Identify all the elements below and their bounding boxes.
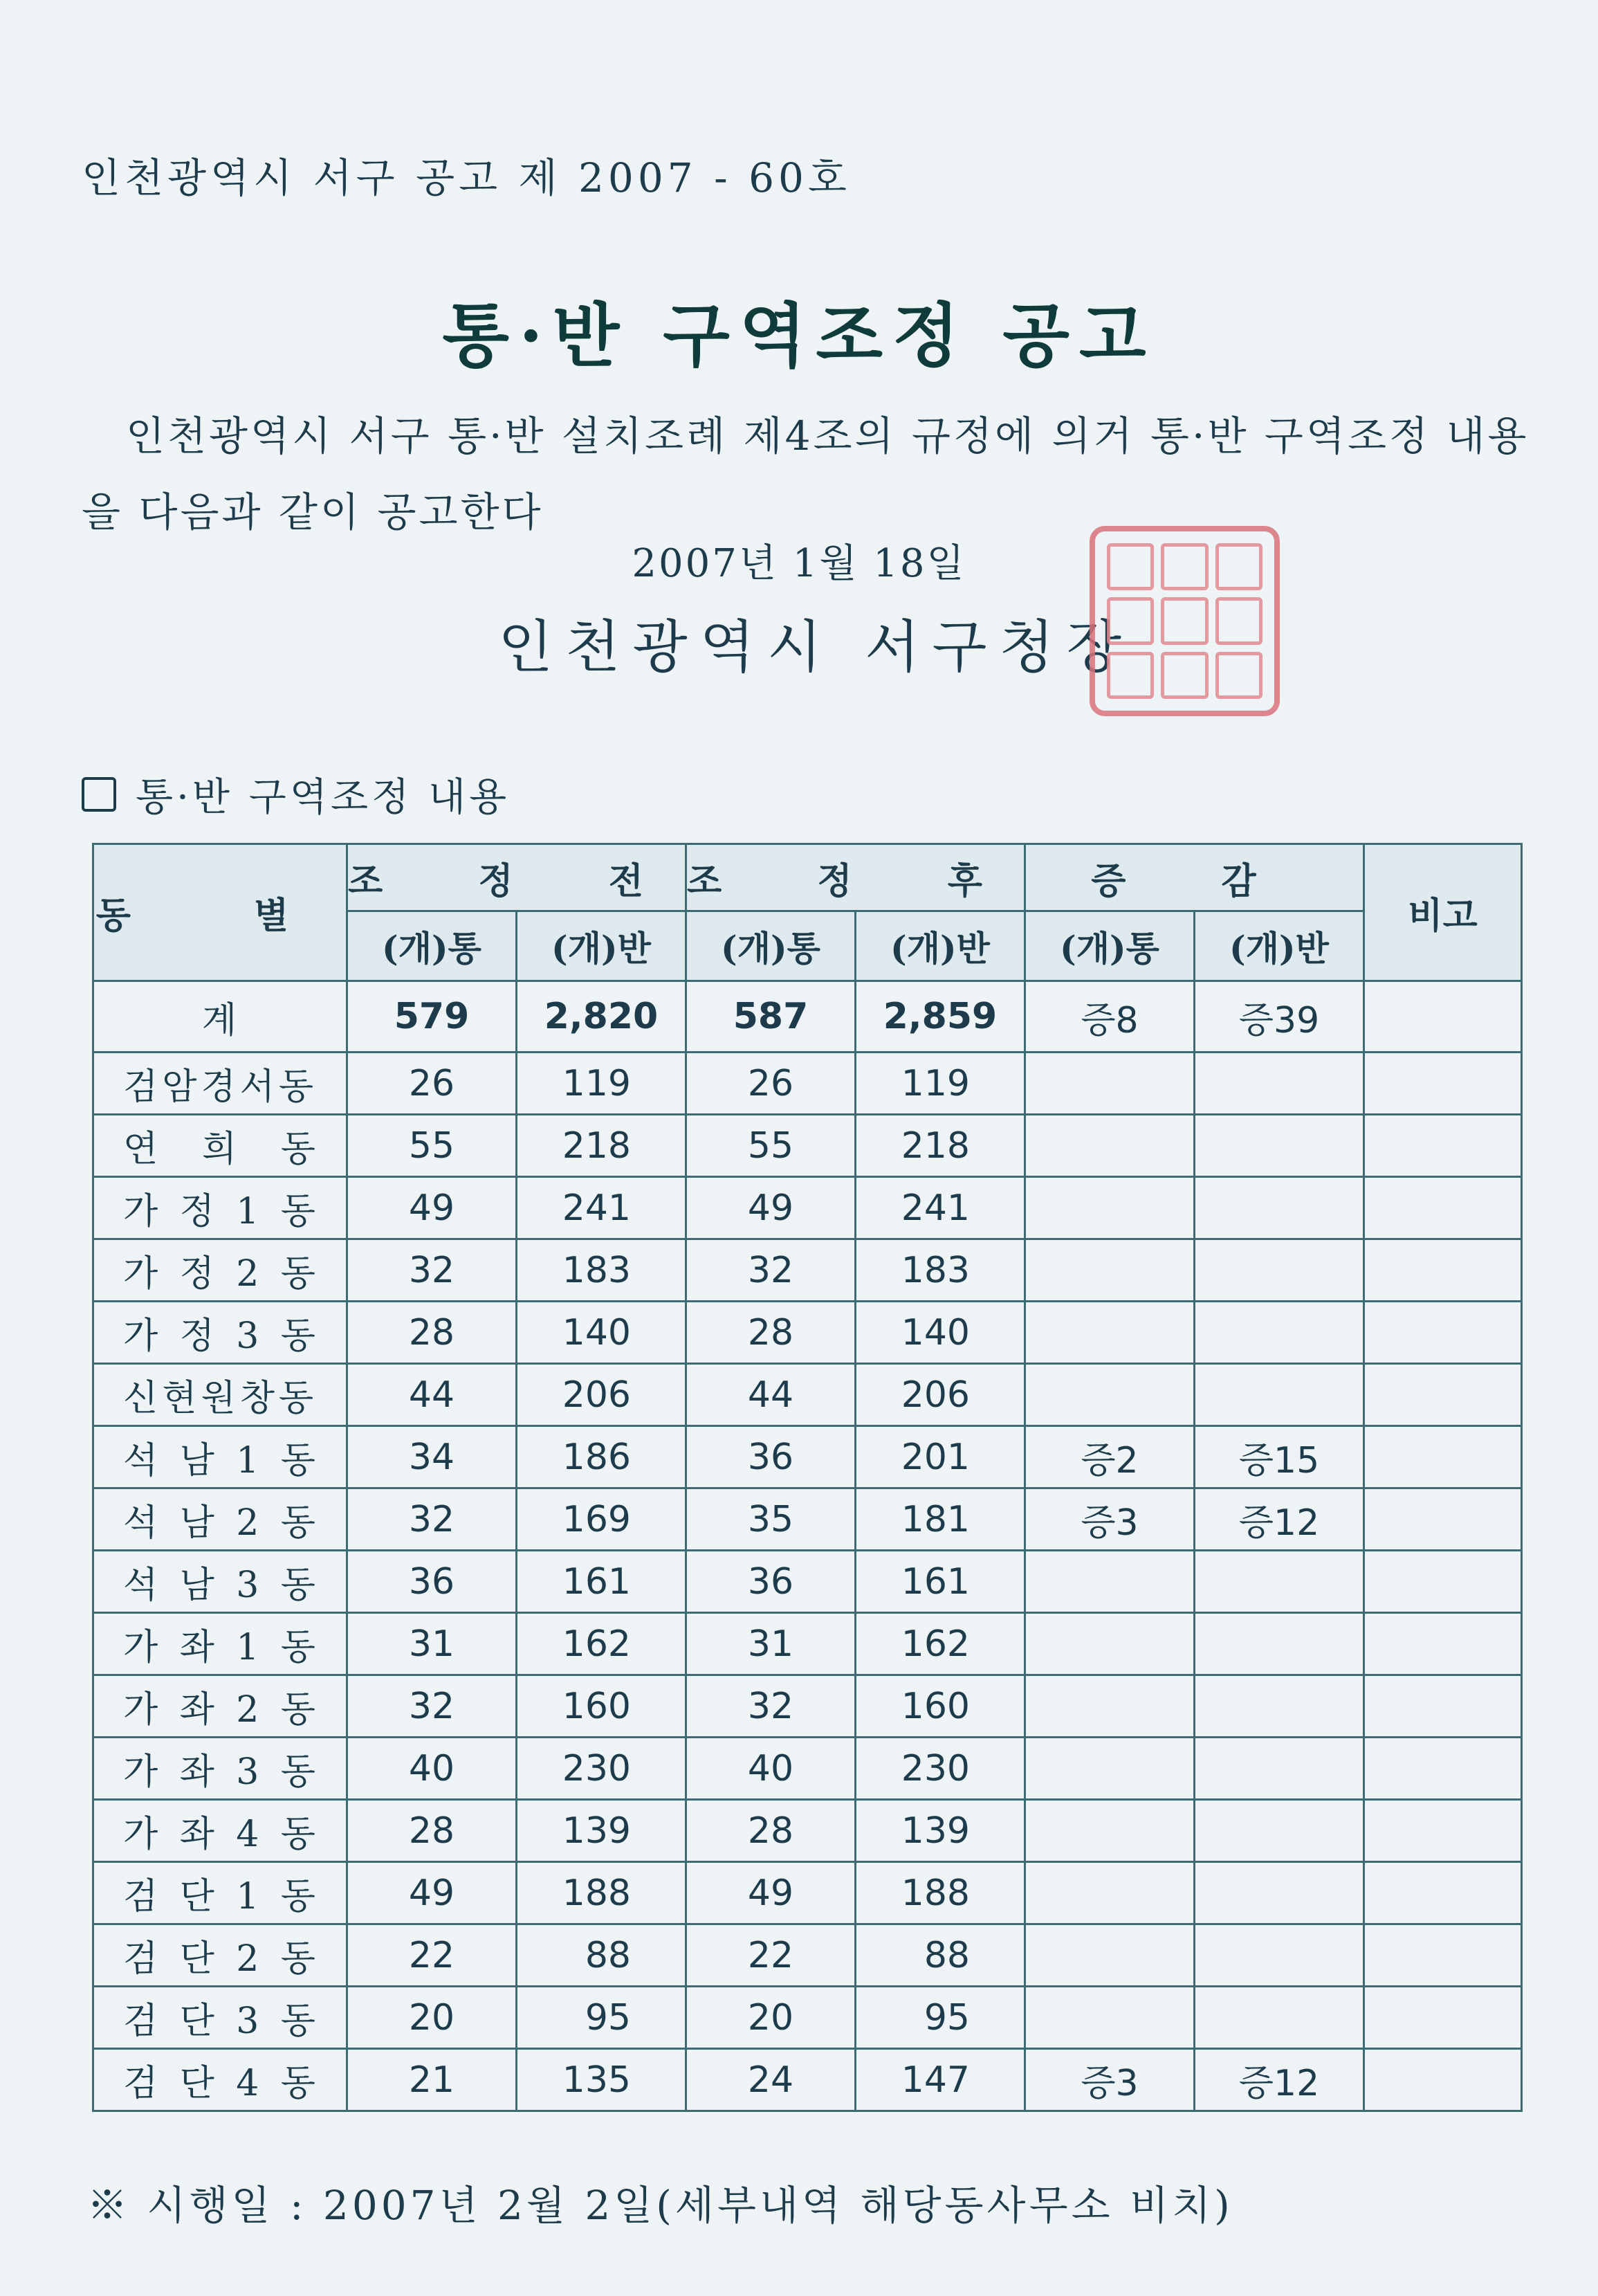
header-change-tong: (개)통 — [1025, 911, 1195, 981]
table-row — [93, 1488, 1522, 1551]
table-row — [93, 1302, 1522, 1364]
cell-change-ban — [1195, 1613, 1364, 1675]
page-title: 통·반 구역조정 공고 — [442, 295, 1156, 376]
table-row — [93, 1800, 1522, 1862]
cell-note — [1364, 1239, 1522, 1302]
cell-dong-name: 가 정 1 동 — [93, 1177, 347, 1239]
cell-after-ban: 88 — [856, 1924, 1025, 1987]
cell-before-tong: 44 — [347, 1364, 517, 1426]
total-after-tong: 587 — [686, 981, 856, 1053]
cell-before-ban: 186 — [517, 1426, 686, 1488]
adjustment-table — [92, 843, 1523, 2112]
cell-before-tong: 32 — [347, 1675, 517, 1738]
cell-after-ban: 181 — [856, 1488, 1025, 1551]
cell-before-tong: 36 — [347, 1551, 517, 1613]
cell-before-ban: 241 — [517, 1177, 686, 1239]
cell-before-ban: 119 — [517, 1053, 686, 1115]
cell-after-ban: 160 — [856, 1675, 1025, 1738]
cell-change-tong — [1025, 1800, 1195, 1862]
cell-before-tong: 28 — [347, 1302, 517, 1364]
header-note: 비고 — [1364, 844, 1522, 981]
header-dong: 동 별 — [93, 844, 347, 981]
cell-change-ban — [1195, 1053, 1364, 1115]
cell-after-tong: 20 — [686, 1987, 856, 2049]
cell-change-ban — [1195, 1177, 1364, 1239]
cell-change-tong — [1025, 1862, 1195, 1924]
cell-after-tong: 22 — [686, 1924, 856, 1987]
cell-dong-name: 신현원창동 — [93, 1364, 347, 1426]
cell-after-ban: 201 — [856, 1426, 1025, 1488]
header-after: 조 정 후 — [686, 844, 1025, 911]
cell-change-tong — [1025, 1364, 1195, 1426]
cell-dong-name: 가 좌 3 동 — [93, 1738, 347, 1800]
header-change: 증 감 — [1025, 844, 1364, 911]
cell-after-tong: 24 — [686, 2049, 856, 2111]
notice-date: 2007년 1월 18일 — [632, 541, 966, 586]
cell-after-tong: 35 — [686, 1488, 856, 1551]
cell-change-tong — [1025, 1177, 1195, 1239]
cell-change-tong — [1025, 1987, 1195, 2049]
cell-dong-name: 가 정 3 동 — [93, 1302, 347, 1364]
total-change-tong: 증8 — [1025, 981, 1195, 1053]
cell-note — [1364, 1488, 1522, 1551]
cell-after-tong: 55 — [686, 1115, 856, 1177]
cell-before-ban: 206 — [517, 1364, 686, 1426]
cell-after-ban: 218 — [856, 1115, 1025, 1177]
cell-before-tong: 49 — [347, 1177, 517, 1239]
cell-change-ban — [1195, 1675, 1364, 1738]
cell-before-tong: 22 — [347, 1924, 517, 1987]
cell-change-tong — [1025, 1115, 1195, 1177]
table-row — [93, 1675, 1522, 1738]
official-seal-icon — [1090, 526, 1280, 716]
footnote: ※ 시행일 : 2007년 2월 2일(세부내역 해당동사무소 비치) — [87, 2182, 1233, 2229]
cell-change-tong — [1025, 1738, 1195, 1800]
total-note — [1364, 981, 1522, 1053]
cell-note — [1364, 1302, 1522, 1364]
cell-before-ban: 135 — [517, 2049, 686, 2111]
cell-change-tong — [1025, 1613, 1195, 1675]
cell-dong-name: 석 남 1 동 — [93, 1426, 347, 1488]
cell-before-ban: 218 — [517, 1115, 686, 1177]
cell-after-ban: 241 — [856, 1177, 1025, 1239]
table-row — [93, 1738, 1522, 1800]
checkbox-icon — [82, 777, 116, 812]
cell-change-tong — [1025, 1675, 1195, 1738]
cell-dong-name: 가 좌 4 동 — [93, 1800, 347, 1862]
cell-after-tong: 36 — [686, 1551, 856, 1613]
cell-dong-name: 검암경서동 — [93, 1053, 347, 1115]
table-row — [93, 1426, 1522, 1488]
cell-after-tong: 31 — [686, 1613, 856, 1675]
cell-after-ban: 147 — [856, 2049, 1025, 2111]
cell-change-ban — [1195, 1115, 1364, 1177]
cell-after-tong: 44 — [686, 1364, 856, 1426]
total-label: 계 — [93, 981, 347, 1053]
cell-after-tong: 32 — [686, 1675, 856, 1738]
cell-before-ban: 88 — [517, 1924, 686, 1987]
issuing-office: 인천광역시 서구청장 — [498, 614, 1134, 680]
cell-before-ban: 160 — [517, 1675, 686, 1738]
cell-note — [1364, 1924, 1522, 1987]
cell-before-tong: 31 — [347, 1613, 517, 1675]
cell-after-ban: 183 — [856, 1239, 1025, 1302]
cell-after-tong: 32 — [686, 1239, 856, 1302]
cell-change-tong — [1025, 1924, 1195, 1987]
cell-note — [1364, 1987, 1522, 2049]
cell-change-tong — [1025, 1053, 1195, 1115]
header-change-ban: (개)반 — [1195, 911, 1364, 981]
cell-change-tong: 증3 — [1025, 1488, 1195, 1551]
total-before-ban: 2,820 — [517, 981, 686, 1053]
table-row — [93, 2049, 1522, 2111]
cell-after-ban: 188 — [856, 1862, 1025, 1924]
cell-note — [1364, 1862, 1522, 1924]
table-row — [93, 1053, 1522, 1115]
cell-note — [1364, 1551, 1522, 1613]
table-row — [93, 1551, 1522, 1613]
cell-note — [1364, 1675, 1522, 1738]
cell-before-tong: 21 — [347, 2049, 517, 2111]
cell-dong-name: 검 단 1 동 — [93, 1862, 347, 1924]
cell-note — [1364, 1053, 1522, 1115]
table-row — [93, 1364, 1522, 1426]
cell-dong-name: 연 희 동 — [93, 1115, 347, 1177]
cell-change-tong: 증2 — [1025, 1426, 1195, 1488]
cell-before-tong: 34 — [347, 1426, 517, 1488]
cell-change-ban: 증12 — [1195, 2049, 1364, 2111]
header-after-tong: (개)통 — [686, 911, 856, 981]
total-row — [93, 981, 1522, 1053]
cell-after-ban: 140 — [856, 1302, 1025, 1364]
cell-after-ban: 161 — [856, 1551, 1025, 1613]
total-before-tong: 579 — [347, 981, 517, 1053]
table-row — [93, 1862, 1522, 1924]
table-row — [93, 1987, 1522, 2049]
cell-before-ban: 188 — [517, 1862, 686, 1924]
cell-before-tong: 26 — [347, 1053, 517, 1115]
cell-change-ban: 증15 — [1195, 1426, 1364, 1488]
cell-change-ban — [1195, 1862, 1364, 1924]
cell-before-tong: 55 — [347, 1115, 517, 1177]
header-before: 조 정 전 — [347, 844, 686, 911]
cell-after-ban: 230 — [856, 1738, 1025, 1800]
cell-before-ban: 169 — [517, 1488, 686, 1551]
cell-note — [1364, 1177, 1522, 1239]
cell-dong-name: 석 남 3 동 — [93, 1551, 347, 1613]
section-heading — [82, 767, 510, 822]
cell-dong-name: 검 단 3 동 — [93, 1987, 347, 2049]
cell-after-tong: 49 — [686, 1862, 856, 1924]
cell-change-tong — [1025, 1239, 1195, 1302]
cell-before-tong: 49 — [347, 1862, 517, 1924]
cell-note — [1364, 1115, 1522, 1177]
total-change-ban: 증39 — [1195, 981, 1364, 1053]
cell-before-ban: 162 — [517, 1613, 686, 1675]
cell-note — [1364, 1426, 1522, 1488]
cell-dong-name: 가 정 2 동 — [93, 1239, 347, 1302]
cell-after-ban: 95 — [856, 1987, 1025, 2049]
section-title: 통·반 구역조정 내용 — [136, 775, 511, 820]
cell-before-ban: 139 — [517, 1800, 686, 1862]
cell-after-tong: 28 — [686, 1302, 856, 1364]
cell-dong-name: 검 단 2 동 — [93, 1924, 347, 1987]
cell-dong-name: 가 좌 1 동 — [93, 1613, 347, 1675]
cell-after-ban: 206 — [856, 1364, 1025, 1426]
cell-after-tong: 26 — [686, 1053, 856, 1115]
table-row — [93, 1115, 1522, 1177]
cell-before-tong: 28 — [347, 1800, 517, 1862]
cell-after-tong: 49 — [686, 1177, 856, 1239]
cell-change-ban — [1195, 1364, 1364, 1426]
cell-after-ban: 119 — [856, 1053, 1025, 1115]
table-row — [93, 1924, 1522, 1987]
cell-note — [1364, 1364, 1522, 1426]
table-row — [93, 1177, 1522, 1239]
cell-change-ban — [1195, 1738, 1364, 1800]
cell-dong-name: 가 좌 2 동 — [93, 1675, 347, 1738]
cell-after-ban: 162 — [856, 1613, 1025, 1675]
header-after-ban: (개)반 — [856, 911, 1025, 981]
notice-number: 인천광역시 서구 공고 제 2007 - 60호 — [82, 154, 851, 201]
cell-change-ban — [1195, 1800, 1364, 1862]
total-after-ban: 2,859 — [856, 981, 1025, 1053]
header-before-ban: (개)반 — [517, 911, 686, 981]
cell-before-tong: 40 — [347, 1738, 517, 1800]
cell-change-ban — [1195, 1987, 1364, 2049]
cell-before-ban: 230 — [517, 1738, 686, 1800]
cell-change-tong — [1025, 1302, 1195, 1364]
cell-before-ban: 95 — [517, 1987, 686, 2049]
cell-change-ban — [1195, 1551, 1364, 1613]
header-before-tong: (개)통 — [347, 911, 517, 981]
table-row — [93, 1239, 1522, 1302]
cell-dong-name: 석 남 2 동 — [93, 1488, 347, 1551]
cell-after-tong: 28 — [686, 1800, 856, 1862]
cell-before-ban: 183 — [517, 1239, 686, 1302]
cell-after-tong: 40 — [686, 1738, 856, 1800]
cell-note — [1364, 1738, 1522, 1800]
cell-before-tong: 32 — [347, 1239, 517, 1302]
cell-before-ban: 140 — [517, 1302, 686, 1364]
cell-dong-name: 검 단 4 동 — [93, 2049, 347, 2111]
cell-after-tong: 36 — [686, 1426, 856, 1488]
cell-change-ban — [1195, 1924, 1364, 1987]
cell-note — [1364, 2049, 1522, 2111]
cell-before-tong: 32 — [347, 1488, 517, 1551]
table-row — [93, 1613, 1522, 1675]
cell-note — [1364, 1800, 1522, 1862]
cell-change-tong — [1025, 1551, 1195, 1613]
cell-change-ban: 증12 — [1195, 1488, 1364, 1551]
notice-body: 인천광역시 서구 통·반 설치조례 제4조의 규정에 의거 통·반 구역조정 내용을 다음과 같이 공고한다 — [82, 412, 1530, 536]
cell-change-ban — [1195, 1302, 1364, 1364]
cell-after-ban: 139 — [856, 1800, 1025, 1862]
cell-before-ban: 161 — [517, 1551, 686, 1613]
cell-before-tong: 20 — [347, 1987, 517, 2049]
cell-change-tong: 증3 — [1025, 2049, 1195, 2111]
cell-change-ban — [1195, 1239, 1364, 1302]
cell-note — [1364, 1613, 1522, 1675]
